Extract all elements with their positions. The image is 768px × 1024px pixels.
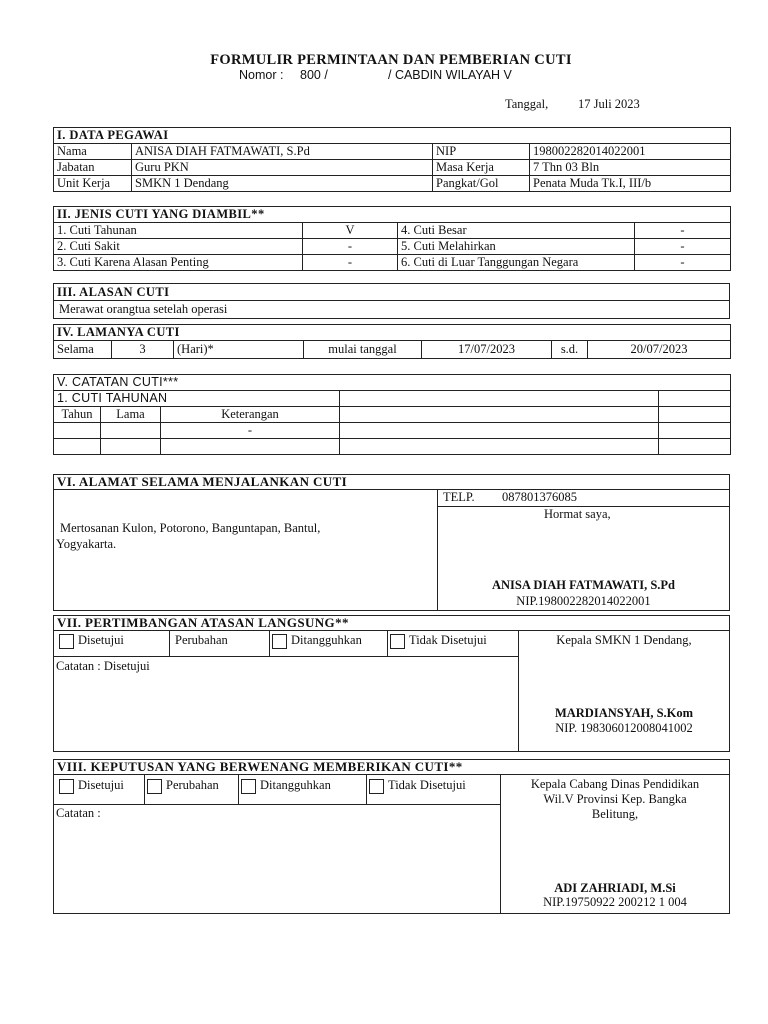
- catatan-empty-cell: [659, 407, 731, 423]
- option-tidak-disetujui[interactable]: [390, 633, 487, 649]
- option-tidak-disetujui[interactable]: [369, 778, 466, 794]
- pemohon-nip: NIP.198002282014022001: [516, 594, 651, 608]
- option-ditangguhkan[interactable]: [241, 778, 331, 794]
- nomor-suffix: / CABDIN WILAYAH V: [388, 68, 512, 82]
- option-disetujui[interactable]: [59, 778, 124, 794]
- unit-kerja-value: SMKN 1 Dendang: [132, 176, 433, 192]
- unit-kerja-label: Unit Kerja: [54, 176, 132, 192]
- sampai-tanggal: 20/07/2023: [588, 341, 731, 359]
- catatan-empty-cell: [54, 423, 101, 439]
- jenis-cuti-table: [53, 206, 731, 271]
- nama-label: Nama: [54, 144, 132, 160]
- selama-label: Selama: [54, 341, 112, 359]
- catatan-empty-cell: [340, 407, 659, 423]
- hormat-saya: Hormat saya,: [544, 507, 611, 521]
- masa-kerja-value: 7 Thn 03 Bln: [530, 160, 731, 176]
- cuti-type-mark: V: [303, 223, 398, 239]
- divider: [269, 630, 270, 656]
- checkbox[interactable]: [241, 779, 256, 794]
- option-label: Perubahan: [166, 778, 219, 792]
- cuti-type-label: 1. Cuti Tahunan: [54, 223, 303, 239]
- divider: [53, 630, 730, 631]
- section-title-alasan-cuti: III. ALASAN CUTI: [54, 284, 730, 301]
- option-perubahan[interactable]: [147, 778, 219, 794]
- section-title-data-pegawai: I. DATA PEGAWAI: [54, 128, 731, 144]
- cuti-type-label: 3. Cuti Karena Alasan Penting: [54, 255, 303, 271]
- checkbox[interactable]: [272, 634, 287, 649]
- divider: [53, 489, 730, 490]
- divider: [53, 656, 518, 657]
- col-keterangan: Keterangan: [161, 407, 340, 423]
- sd-label: s.d.: [552, 341, 588, 359]
- pemohon-name: ANISA DIAH FATMAWATI, S.Pd: [491, 578, 675, 592]
- checkbox[interactable]: [59, 779, 74, 794]
- telp-label: TELP.: [443, 490, 475, 504]
- catatan-empty-cell: [161, 439, 340, 455]
- catatan-keputusan: Catatan :: [56, 806, 101, 820]
- pejabat-name: ADI ZAHRIADI, M.Si: [554, 881, 676, 895]
- section-title-jenis-cuti: II. JENIS CUTI YANG DIAMBIL**: [54, 207, 731, 223]
- divider: [169, 630, 170, 656]
- pangkat-value: Penata Muda Tk.I, III/b: [530, 176, 731, 192]
- form-title: FORMULIR PERMINTAAN DAN PEMBERIAN CUTI: [210, 52, 572, 68]
- option-disetujui[interactable]: [59, 633, 124, 649]
- address-line-1: Mertosanan Kulon, Potorono, Banguntapan, Bantul,: [60, 521, 321, 535]
- atasan-name: MARDIANSYAH, S.Kom: [554, 706, 694, 720]
- nip-label: NIP: [433, 144, 530, 160]
- cuti-type-mark: -: [635, 223, 731, 239]
- catatan-empty-cell: [340, 391, 659, 407]
- cuti-type-mark: -: [635, 239, 731, 255]
- col-lama: Lama: [101, 407, 161, 423]
- divider: [53, 774, 730, 775]
- catatan-cuti-table: [53, 374, 731, 455]
- cuti-type-label: 5. Cuti Melahirkan: [398, 239, 635, 255]
- divider: [53, 804, 500, 805]
- section-title-pertimbangan: VII. PERTIMBANGAN ATASAN LANGSUNG**: [57, 615, 349, 630]
- option-label: Ditangguhkan: [291, 633, 362, 647]
- atasan-jabatan: Kepala SMKN 1 Dendang,: [556, 633, 692, 647]
- section-title-catatan-cuti: V. CATATAN CUTI***: [54, 375, 731, 391]
- catatan-empty-cell: [659, 423, 731, 439]
- option-perubahan[interactable]: [175, 633, 228, 648]
- cuti-tahunan-subtitle: 1. CUTI TAHUNAN: [54, 391, 340, 407]
- cuti-type-mark: -: [635, 255, 731, 271]
- jabatan-label: Jabatan: [54, 160, 132, 176]
- pejabat-jabatan-line-1: Kepala Cabang Dinas Pendidikan: [530, 777, 700, 791]
- masa-kerja-label: Masa Kerja: [433, 160, 530, 176]
- option-label: Perubahan: [175, 633, 228, 647]
- catatan-pertimbangan: Catatan : Disetujui: [56, 659, 150, 673]
- nomor-label: Nomor :: [239, 68, 284, 82]
- checkbox[interactable]: [369, 779, 384, 794]
- catatan-empty-cell: [101, 439, 161, 455]
- pangkat-label: Pangkat/Gol: [433, 176, 530, 192]
- tanggal-label: Tanggal,: [505, 97, 549, 111]
- checkbox[interactable]: [390, 634, 405, 649]
- checkbox[interactable]: [147, 779, 162, 794]
- divider: [387, 630, 388, 656]
- tanggal-value: 17 Juli 2023: [578, 97, 640, 111]
- cuti-type-label: 2. Cuti Sakit: [54, 239, 303, 255]
- data-pegawai-table: [53, 127, 731, 192]
- catatan-empty-cell: [659, 391, 731, 407]
- option-label: Tidak Disetujui: [409, 633, 487, 647]
- cuti-type-label: 4. Cuti Besar: [398, 223, 635, 239]
- option-ditangguhkan[interactable]: [272, 633, 362, 649]
- jabatan-value: Guru PKN: [132, 160, 433, 176]
- divider: [238, 774, 239, 804]
- col-tahun: Tahun: [54, 407, 101, 423]
- checkbox[interactable]: [59, 634, 74, 649]
- option-label: Ditangguhkan: [260, 778, 331, 792]
- option-label: Disetujui: [78, 778, 124, 792]
- catatan-empty-cell: [340, 439, 659, 455]
- jumlah-hari: 3: [112, 341, 174, 359]
- divider: [366, 774, 367, 804]
- nama-value: ANISA DIAH FATMAWATI, S.Pd: [132, 144, 433, 160]
- catatan-empty-cell: [54, 439, 101, 455]
- pejabat-jabatan-line-3: Belitung,: [591, 807, 639, 821]
- catatan-empty-cell: [101, 423, 161, 439]
- address-line-2: Yogyakarta.: [56, 537, 117, 551]
- option-label: Tidak Disetujui: [388, 778, 466, 792]
- section-title-keputusan: VIII. KEPUTUSAN YANG BERWENANG MEMBERIKAN CUTI**: [57, 759, 463, 774]
- keterangan-value: -: [161, 423, 340, 439]
- mulai-label: mulai tanggal: [304, 341, 422, 359]
- atasan-nip: NIP. 198306012008041002: [555, 721, 693, 735]
- alasan-cuti-table: [53, 283, 730, 319]
- mulai-tanggal: 17/07/2023: [422, 341, 552, 359]
- cuti-type-mark: -: [303, 255, 398, 271]
- telp-value: 087801376085: [502, 490, 577, 504]
- catatan-empty-cell: [340, 423, 659, 439]
- cuti-type-label: 6. Cuti di Luar Tanggungan Negara: [398, 255, 635, 271]
- catatan-empty-cell: [659, 439, 731, 455]
- nomor-value: 800 /: [300, 68, 328, 82]
- nip-value: 198002282014022001: [530, 144, 731, 160]
- satuan-hari: (Hari)*: [174, 341, 304, 359]
- cuti-type-mark: -: [303, 239, 398, 255]
- option-label: Disetujui: [78, 633, 124, 647]
- lamanya-cuti-table: [53, 324, 731, 359]
- section-title-alamat: VI. ALAMAT SELAMA MENJALANKAN CUTI: [57, 474, 348, 489]
- alasan-cuti-text: Merawat orangtua setelah operasi: [54, 301, 730, 319]
- divider: [144, 774, 145, 804]
- pejabat-nip: NIP.19750922 200212 1 004: [543, 895, 687, 909]
- section-title-lamanya-cuti: IV. LAMANYA CUTI: [54, 325, 731, 341]
- pejabat-jabatan-line-2: Wil.V Provinsi Kep. Bangka: [543, 792, 687, 806]
